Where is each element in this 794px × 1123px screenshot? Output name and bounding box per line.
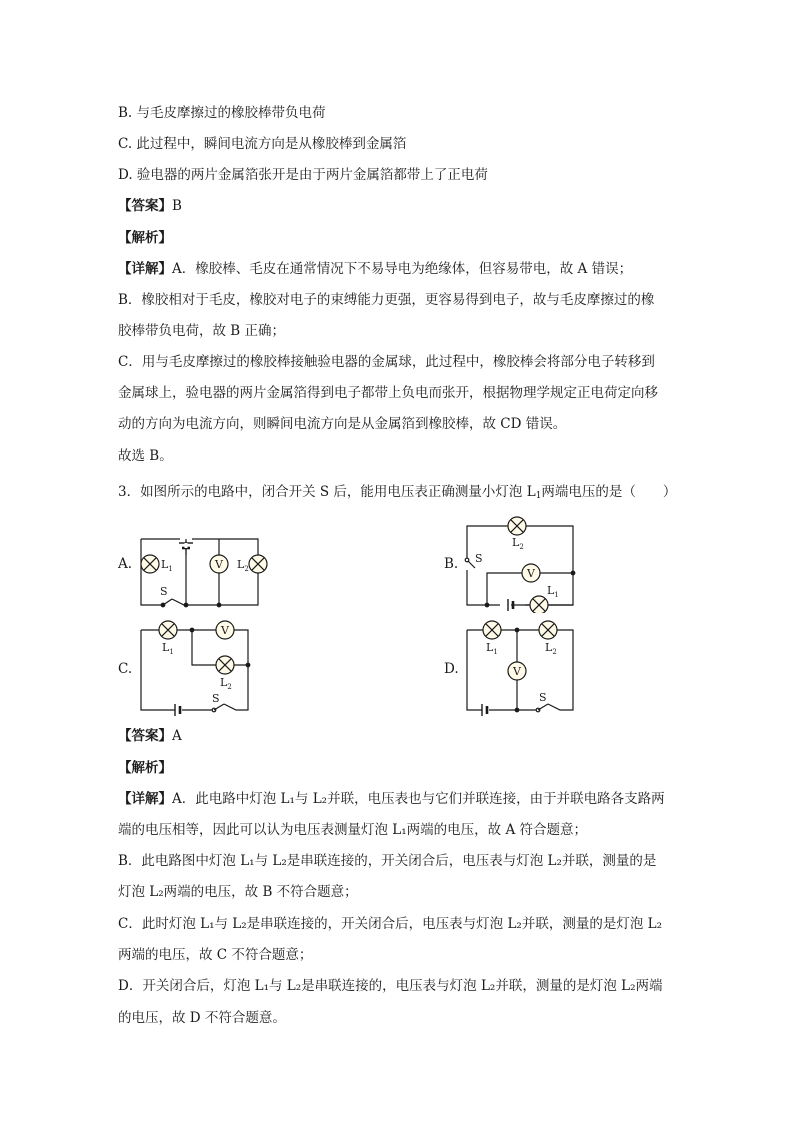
circuit-c-l1: $L_1$ [162, 641, 174, 656]
circuit-d [455, 617, 585, 717]
q3-detail-c1: C．此时灯泡 L₁与 L₂是串联连接的，开关闭合后，电压表与灯泡 L₂并联，测量的是灯泡 L₂ [118, 916, 663, 932]
detail-line-3: 胶棒带负电荷，故 B 正确； [118, 323, 286, 339]
stem-part-1: 3．如图所示的电路中，闭合开关 S 后，能用电压表正确测量小灯泡 L [118, 484, 536, 500]
detail-text-1: A．橡胶棒、毛皮在通常情况下不易导电为绝缘体，但容易带电，故 A 错误； [172, 261, 633, 277]
answer-value: B [172, 198, 182, 214]
circuit-b [455, 513, 585, 613]
circuit-c-l2: $L_2$ [220, 676, 232, 691]
answer-line [118, 196, 182, 216]
option-b: B. 与毛皮摩擦过的橡胶棒带负电荷 [118, 105, 326, 121]
circuit-a-label: A. [118, 556, 133, 572]
stem-part-2: 两端电压的是（ ） [541, 484, 677, 500]
detail-line-2: B．橡胶相对于毛皮，橡胶对电子的束缚能力更强，更容易得到电子，故与毛皮摩擦过的橡 [118, 292, 655, 308]
circuit-d-l1: $L_1$ [486, 641, 498, 656]
circuit-a-switch-label: S [160, 585, 168, 598]
q3-detail-a2: 端的电压相等，因此可以认为电压表测量灯泡 L₁两端的电压，故 A 符合题意； [118, 822, 587, 838]
circuit-d-voltmeter-label: V [513, 665, 521, 678]
option-c: C. 此过程中，瞬间电流方向是从橡胶棒到金属箔 [118, 136, 407, 152]
circuit-b-label: B. [444, 556, 459, 572]
q3-detail-c2: 两端的电压，故 C 不符合题意； [118, 947, 313, 963]
q3-detail-a1 [118, 789, 665, 809]
circuit-a-voltmeter-label: V [215, 558, 223, 571]
detail-line-1 [118, 259, 632, 279]
q3-analysis-tag: 【解析】 [118, 760, 172, 776]
stem-subscript: 1 [535, 491, 542, 501]
detail-tag: 【详解】 [118, 261, 172, 277]
q3-detail-tag: 【详解】 [118, 791, 172, 807]
circuit-b-l1: $L_1$ [547, 584, 559, 599]
circuit-d-label: D. [444, 661, 459, 677]
circuit-a-l1: $L_1$ [161, 558, 173, 573]
detail-line-5: 金属球上，验电器的两片金属箔得到电子都带上负电而张开，根据物理学规定正电荷定向移 [118, 385, 658, 401]
analysis-tag: 【解析】 [118, 230, 172, 246]
detail-line-4: C．用与毛皮摩擦过的橡胶棒接触验电器的金属球，此过程中，橡胶棒会将部分电子转移到 [118, 354, 655, 370]
circuit-d-l2: $L_2$ [545, 641, 557, 656]
question-3-stem [118, 482, 676, 506]
q3-detail-d1: D．开关闭合后，灯泡 L₁与 L₂是串联连接的，电压表与灯泡 L₂并联，测量的是灯泡 L₂两端 [118, 978, 663, 994]
circuit-c-switch-label: S [212, 692, 220, 705]
answer-tag: 【答案】 [118, 198, 172, 214]
circuit-a [130, 515, 270, 615]
q3-answer-value: A [172, 728, 182, 744]
option-d: D. 验电器的两片金属箔张开是由于两片金属箔都带上了正电荷 [118, 167, 488, 183]
circuit-d-switch-label: S [539, 691, 547, 704]
detail-line-7: 故选 B。 [118, 448, 173, 464]
q3-detail-b1: B．此电路图中灯泡 L₁与 L₂是串联连接的，开关闭合后，电压表与灯泡 L₂并联，测量的是 [118, 853, 657, 869]
circuit-c-label: C. [118, 661, 133, 677]
circuit-b-l2: $L_2$ [512, 536, 524, 551]
circuit-c [130, 617, 270, 717]
q3-detail-b2: 灯泡 L₂两端的电压，故 B 不符合题意； [118, 884, 358, 900]
q3-answer-tag: 【答案】 [118, 728, 172, 744]
circuit-b-voltmeter-label: V [527, 567, 535, 580]
circuit-a-l2: $L_2$ [237, 558, 249, 573]
q3-detail-d2: 的电压，故 D 不符合题意。 [118, 1010, 286, 1026]
detail-line-6: 动的方向为电流方向，则瞬间电流方向是从金属箔到橡胶棒，故 CD 错误。 [118, 416, 567, 432]
q3-answer-line [118, 726, 182, 746]
circuit-c-voltmeter-label: V [221, 624, 229, 637]
circuit-b-switch-label: S [475, 552, 483, 565]
q3-detail-a1-text: A．此电路中灯泡 L₁与 L₂并联，电压表也与它们并联连接，由于并联电路各支路两 [172, 791, 665, 807]
